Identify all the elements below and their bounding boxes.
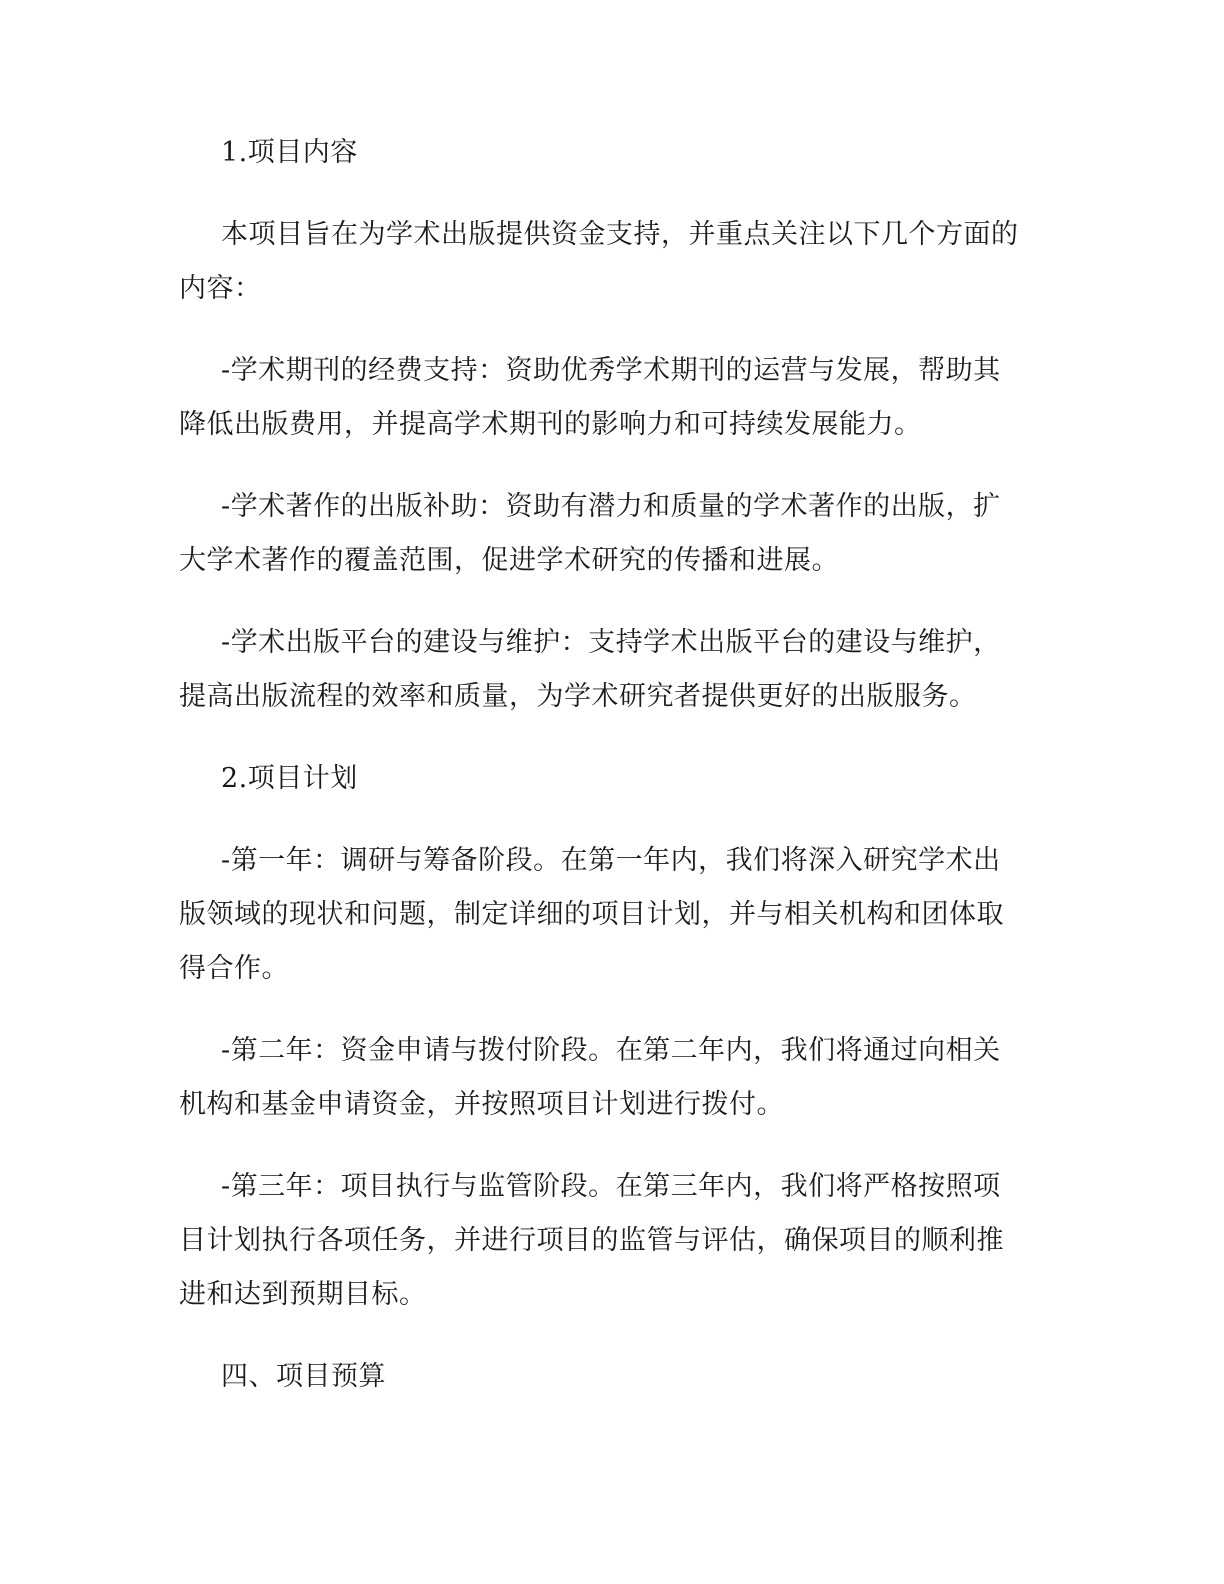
content-item-journal-funding: -学术期刊的经费支持：资助优秀学术期刊的运营与发展，帮助其降低出版费用，并提高学术期刊的影响力和可持续发展能力。 bbox=[179, 355, 1001, 440]
intro-paragraph: 本项目旨在为学术出版提供资金支持，并重点关注以下几个方面的内容： bbox=[179, 219, 1019, 304]
section-heading-project-content: 1.项目内容 bbox=[221, 137, 358, 168]
section-heading-project-budget: 四、项目预算 bbox=[221, 1361, 386, 1392]
section-heading-project-plan: 2.项目计划 bbox=[221, 763, 358, 794]
plan-item-year-one: -第一年：调研与筹备阶段。在第一年内，我们将深入研究学术出版领域的现状和问题，制定详细的项目计划，并与相关机构和团体取得合作。 bbox=[179, 845, 1004, 984]
plan-item-year-two: -第二年：资金申请与拨付阶段。在第二年内，我们将通过向相关机构和基金申请资金，并按照项目计划进行拨付。 bbox=[179, 1035, 1001, 1120]
content-item-book-subsidy: -学术著作的出版补助：资助有潜力和质量的学术著作的出版，扩大学术著作的覆盖范围，促进学术研究的传播和进展。 bbox=[179, 491, 1001, 576]
plan-item-year-three: -第三年：项目执行与监管阶段。在第三年内，我们将严格按照项目计划执行各项任务，并进行项目的监管与评估，确保项目的顺利推进和达到预期目标。 bbox=[179, 1171, 1004, 1310]
content-item-platform: -学术出版平台的建设与维护：支持学术出版平台的建设与维护，提高出版流程的效率和质量，为学术研究者提供更好的出版服务。 bbox=[179, 627, 1001, 712]
document-page bbox=[179, 126, 1024, 1404]
